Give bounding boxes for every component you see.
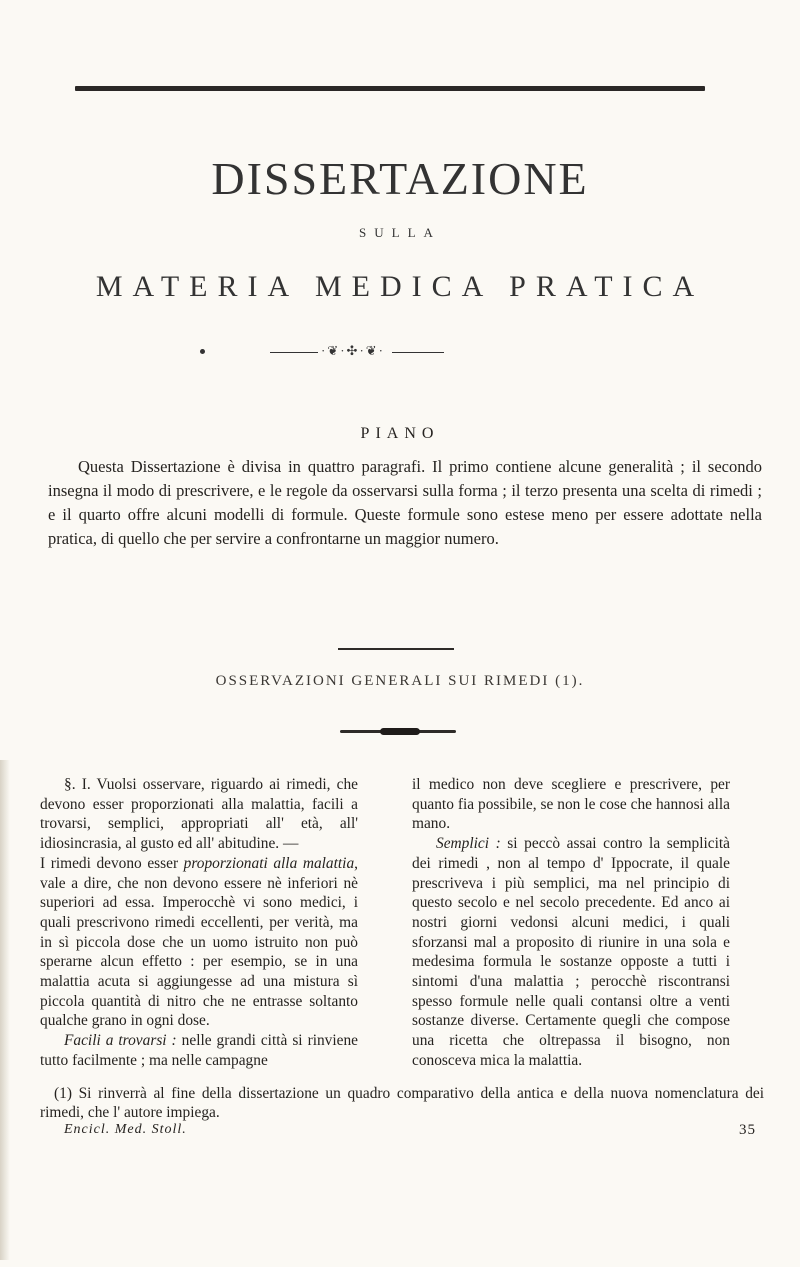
section-divider-rule <box>338 648 454 650</box>
footnote: (1) Si rinverrà al fine della dissertazione un quadro comparativo della antica e della nuova nomenclatura dei rimedi, che l' autore impiega. <box>40 1085 764 1121</box>
emphasis-semplici: Semplici : <box>436 835 501 853</box>
right-paragraph-1: il medico non deve scegliere e prescrivere, per quanto fia possibile, se non le cose che hannosi alla mano. <box>412 776 730 833</box>
ornament-glyph: ·❦·✣·❦· <box>321 343 385 358</box>
title-ornament <box>0 343 800 363</box>
page-edge-shadow <box>0 760 10 1260</box>
left-paragraph-3: Facili a trovarsi : nelle grandi città si rinviene tutto facilmente ; ma nelle campagne <box>40 1032 358 1069</box>
page-subtitle: MATERIA MEDICA PRATICA <box>95 270 705 303</box>
emphasis-facili: Facili a trovarsi : <box>64 1032 177 1050</box>
right-paragraph-2: Semplici : si peccò assai contro la semplicità dei rimedi , non al tempo d' Ippocrate, il quale prescriveva i più semplici, ma nel principio di questo secolo e nel secolo precedente. Ed anco ai nostri giorni vedonsi alcuni medici, i quali sforzansi mal a proposito di riunire in una sola e medesima formula le sostanze opposte a tutti i sintomi d'una malattia ; perocchè riscontransi spesso formule nelle quali contansi oltre a venti sostanze diverse. Certamente quegli che compose una ricetta che oltrepassa il bisogno, non conosceva mica la malattia. <box>412 835 730 1069</box>
left-paragraph-1: §. I. Vuolsi osservare, riguardo ai rimedi, che devono esser proporzionati alla malattia, facili a trovarsi, semplici, appropriati all' età, all' idiosincrasia, al gusto ed all' abitudine. — <box>40 776 358 853</box>
emphasis-proportionati: proporzionati alla malattia <box>183 854 355 872</box>
left-paragraph-2: I rimedi devono esser proporzionati alla malattia, vale a dire, che non devono essere nè inferiori nè superiori ad essa. Imperocchè vi sono medici, i quali prescrivono rimedi eccellenti, per verità, ma in sì piccola dose che un uomo istruito non può sperarne alcun effetto : per esempio, se in una malattia acuta si aggiungesse ad una mistura sì piccola quantità di nitro che ne entrasse soltanto qualche grano in ogni dose. <box>40 854 358 1030</box>
ornament-dot <box>200 349 205 354</box>
ornament-line-right <box>392 352 444 353</box>
page-footer <box>64 1122 764 1142</box>
page-title: DISSERTAZIONE <box>211 153 589 204</box>
left-column <box>40 775 358 1071</box>
ornament-line-left <box>270 352 318 353</box>
section-ornament <box>340 728 456 735</box>
right-column <box>412 775 730 1071</box>
title-preposition: SULLA <box>359 225 441 240</box>
section-heading: OSSERVAZIONI GENERALI SUI RIMEDI (1). <box>215 673 585 689</box>
signature-mark: Encicl. Med. Stoll. <box>64 1122 187 1137</box>
page-number: 35 <box>739 1122 756 1138</box>
plan-heading: PIANO <box>360 425 440 442</box>
plan-paragraph: Questa Dissertazione è divisa in quattro paragrafi. Il primo contiene alcune generalità ; il secondo insegna il modo di prescrivere, e le regole da osservarsi sulla forma ; il terzo presenta una scelta di rimedi ; e il quarto offre alcuni modelli di formule. Queste formule sono estese meno per essere adottate nella pratica, di quello che per servire a confrontarne un maggior numero. <box>48 457 762 548</box>
top-border-band <box>75 86 705 91</box>
